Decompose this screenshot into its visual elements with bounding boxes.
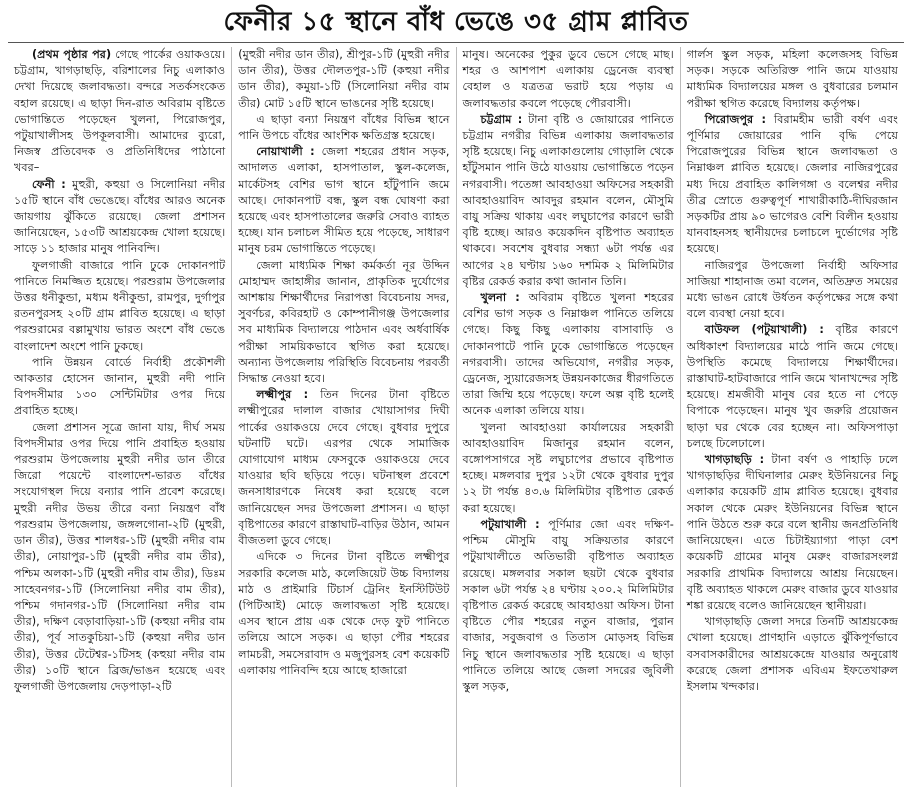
article-paragraph <box>463 290 674 420</box>
paragraph-text: তিন দিনের টানা বৃষ্টিতে লক্ষ্মীপুরের দালাল বাজার খোয়াসাগর দিঘী পার্কের ওয়াকওয়ে দেবে গেছে। বুধবার দুপুরে ঘটনাটি ঘটে। এরপর থেকে সামাজিক যোগাযোগ মাধ্যম ফেসবুকে ওয়াকওয়ে দেবে যাওয়ার ছবি ছড়িয়ে পড়ে। ঘটনাস্থল প্রবেশে জনসাধারণকে নিষেধ করা হয়েছে বলে জানিয়েছেন সদর উপজেলা প্রশাসন। এ ছাড়া বৃষ্টিপাতের কারণে রাস্তাঘাট-বাড়ির উঠান, আমন বীজতলা ডুবে গেছে। <box>238 388 450 548</box>
paragraph-text: (মুহুরী নদীর ডান তীর), শ্রীপুর-১টি (মুহুরী নদীর ডান তীর), উত্তর দৌলতপুর-১টি (কহুয়া নদীর ডান তীর), কমুয়া-১টি (সিলোনিয়া নদীর বাম তীর) মোট ১৫টি স্থানে ভাঙনের সৃষ্টি হয়েছে। <box>238 48 450 110</box>
paragraph-lead: খুলনা : <box>480 291 520 305</box>
article-columns <box>8 47 904 787</box>
paragraph-lead: ফেনী : <box>32 177 66 191</box>
article-paragraph <box>238 387 449 549</box>
article-paragraph <box>463 420 674 517</box>
paragraph-text: খাগড়াছড়ি জেলা সদরে তিনটি আশ্রয়কেন্দ্র খোলা হয়েছে। প্রাণহানি এড়াতে ঝুঁকিপূর্ণভাবে বসবাসকারীদের আশ্রয়কেন্দ্রে যাওয়ার অনুরোধ করেছে জেলা প্রশাসক এবিএম ইফতেখারুল ইসলাম খন্দকার। <box>686 615 898 693</box>
column-3 <box>457 47 681 787</box>
article-paragraph <box>14 420 225 695</box>
paragraph-lead: পটুয়াখালী : <box>480 517 540 531</box>
headline: ফেনীর ১৫ স্থানে বাঁধ ভেঙে ৩৫ গ্রাম প্লাবিত <box>223 7 689 37</box>
paragraph-text: পানি উন্নয়ন বোর্ডে নির্বাহী প্রকৌশলী আকতার হোসেন জানান, মুহুরী নদী পানি বিপদসীমার ১৩০ সেন্টিমিটার ওপর দিয়ে প্রবাহিত হচ্ছে। <box>14 355 226 418</box>
paragraph-text: মুহুরী, কহুয়া ও সিলোনিয়া নদীর ১৫টি স্থানে বাঁধ ভেঙেছে। বাঁধের আরও অনেক জায়গায় ঝুঁকিতে রয়েছে। জেলা প্রশাসন জানিয়েছেন, ১৫৩টি আশ্রয়কেন্দ্র খোলা হয়েছে। সাড়ে ১১ হাজার মানুষ পানিবন্দি। <box>14 177 226 256</box>
headline-rule <box>8 42 904 43</box>
article-paragraph <box>238 144 449 257</box>
article-paragraph <box>687 112 898 258</box>
article-paragraph <box>238 112 449 144</box>
paragraph-text: জেলা প্রশাসন সূত্রে জানা যায়, দীর্ঘ সময় বিপদসীমার ওপর দিয়ে পানি প্রবাহিত হওয়ায় পরশুরাম উপজেলায় মুহুরী নদীর ডান তীরে জিরো পয়েন্টে বাংলাদেশ-ভারত বাঁধের সংযোগস্থল দিয়ে বন্যার পানি প্রবেশ করেছে। মুহুরী নদীর উভয় তীরে বন্যা নিয়ন্ত্রণ বাঁধ পরশুরাম উপজেলায়, জঙ্গলগোনা-২টি (মুহুরী, ডান তীর), উত্তর শালধর-১টি (মুহুরী নদীর বাম তীর), নোয়াপুর-১টি (মুহুরী নদীর বাম তীর), পশ্চিম অলকা-১টি (মুহুরী নদীর বাম তীর), ডিঃম সাহেবনগর-১টি (সিলোনিয়া নদীর বাম তীর), পশ্চিম গদানগর-১টি (সিলোনিয়া নদীর বাম তীর), দক্ষিণ বেড়াবাড়িয়া-১টি (কহুয়া নদীর বাম তীর), পূর্ব সাতকুচিয়া-১টি (কহুয়া নদীর ডান তীর), উত্তর টেটেশ্বর-১টিসহ (কহুয়া নদীর বাম তীর) ১০টি স্থানে ব্রিজ/ভাঙন হয়েছে এবং ফুলগাজী উপজেলায় দেড়পাড়া-২টি <box>14 420 226 693</box>
paragraph-lead: বাউফল (পটুয়াখালী) : <box>704 323 824 337</box>
paragraph-lead: লক্ষ্মীপুর : <box>256 388 309 402</box>
paragraph-text: পূর্ণিমার জো এবং দক্ষিণ-পশ্চিম মৌসুমি বায়ু সক্রিয়তার কারণে পটুয়াখালীতে অতিভারী বৃষ্টিপাত অব্যাহত রয়েছে। মঙ্গলবার সকাল ছয়টা থেকে বুধবার সকাল ৬টা পর্যন্ত ২৪ ঘণ্টায় ২০০.২ মিলিমিটার বৃষ্টিপাত রেকর্ড করেছে আবহাওয়া অফিস। টানা বৃষ্টিতে পৌর শহরের নতুন বাজার, পুরান বাজার, সবুজবাগ ও তিতাস মোড়সহ বিভিন্ন নিচু স্থানে জলাবদ্ধতার সৃষ্টি হয়েছে। এ ছাড়া পানিতে তলিয়ে আছে জেলা সদরের জুবিলী স্কুল সড়ক, <box>462 517 674 693</box>
paragraph-text: বিরামহীম ভারী বর্ষণ এবং পূর্ণিমার জোয়ারের পানি বৃদ্ধি পেয়ে পিরোজপুরের বিভিন্ন স্থানে জলাবদ্ধতা ও নিম্নাঞ্চল প্লাবিত হয়েছে। জেলার নাজিরপুরের মধ্য দিয়ে প্রবাহিত কালিগঙ্গা ও বলেশ্বর নদীর তীব্র স্রোতে গুরুত্বপূর্ণ শাখারীকাঠি-দীঘিরজান সড়কটির প্রায় ৯০ ভাগেরও বেশি বিলীন হওয়ায় যানবাহনসহ স্থানীয়দের চলাচলে দুর্ভোগের সৃষ্টি হয়েছে। <box>686 112 898 256</box>
paragraph-lead: নোয়াখালী : <box>256 145 315 159</box>
article-paragraph <box>687 452 898 614</box>
paragraph-lead: খাগড়াছড়ি : <box>704 453 765 467</box>
article-paragraph <box>687 258 898 323</box>
paragraph-text: টানা বৃষ্টি ও জোয়ারের পানিতে চট্টগ্রাম নগরীর বিভিন্ন এলাকায় জলাবদ্ধতার সৃষ্টি হয়েছে। নিচু এলাকাগুলোয় গোড়ালি থেকে হাঁটুসমান পানি উঠে যাওয়ায় ভোগান্তিতে পড়েন নগরবাসী। পতেঙ্গা আবহাওয়া অফিসের সহকারী আবহাওয়াবিদ আবদুর রহমান বলেন, মৌসুমি বায়ু সক্রিয় থাকায় এবং লঘুচাপের কারণে ভারী বৃষ্টি হচ্ছে। আরও কয়েকদিন বৃষ্টিপাত অব্যাহত থাকবে। সবশেষ বুধবার সন্ধ্যা ৬টা পর্যন্ত এর আগের ২৪ ঘণ্টায় ১৬০ দশমিক ২ মিলিমিটার বৃষ্টির রেকর্ড করার কথা জানান তিনি। <box>462 112 674 288</box>
article-paragraph <box>238 47 449 112</box>
paragraph-lead: (প্রথম পৃষ্ঠার পর) <box>32 48 112 61</box>
article-paragraph <box>238 258 449 388</box>
article-paragraph <box>14 47 225 177</box>
article-paragraph <box>14 355 225 420</box>
paragraph-lead: পিরোজপুর : <box>704 112 767 126</box>
column-2 <box>232 47 456 787</box>
paragraph-text: গেছে পার্কের ওয়াকওয়ে। চট্টগ্রাম, খাগড়াছড়ি, বরিশালের নিচু এলাকাও দেখা দিয়েছে জলাবদ্ধতা। বন্দরে সতর্কসংকেত বহাল রয়েছে। এ ছাড়া দিন-রাত অবিরাম বৃষ্টিতে ভোগান্তিতে পড়েছেন খুলনা, পিরোজপুর, পটুয়াখালীসহ উপকূলবাসী। আমাদের ব্যুরো, নিজস্ব প্রতিবেদক ও প্রতিনিধিদের পাঠানো খবর– <box>14 48 226 175</box>
paragraph-text: ফুলগাজী বাজারে পানি ঢুকে দোকানপাট পানিতে নিমজ্জিত হয়েছে। পরশুরাম উপজেলার উত্তর ধনীকুন্ডা, মধ্যম ধনীকুন্ডা, রামপুর, দুর্গাপুর রতনপুরসহ ২০টি গ্রাম প্লাবিত হয়েছে। এ ছাড়া পরশুরামের বল্লামুখায় ভারত অংশে বাঁধ ভেঙে বাংলাদেশ অংশে পানি ঢুকছে। <box>14 258 226 353</box>
paragraph-text: এ ছাড়া বন্যা নিয়ন্ত্রণ বাঁধের বিভিন্ন স্থানে পানি উপচে বাঁধের আংশিক ক্ষতিগ্রস্ত হয়েছে। <box>238 112 450 143</box>
paragraph-text: গার্লস স্কুল সড়ক, মহিলা কলেজসহ বিভিন্ন সড়ক। সড়কে অতিরিক্ত পানি জমে যাওয়ায় মাধ্যমিক বিদ্যালয়ের মঙ্গল ও বুধবারের চলমান পরীক্ষা স্থগিত করেছে বিদ্যালয় কর্তৃপক্ষ। <box>686 48 898 110</box>
article-paragraph <box>14 177 225 258</box>
paragraph-text: জেলা মাধ্যমিক শিক্ষা কর্মকর্তা নূর উদ্দিন মোহাম্মদ জাহাঙ্গীর জানান, প্রাকৃতিক দুর্যোগের আশঙ্কায় শিক্ষার্থীদের নিরাপত্তা বিবেচনায় সদর, সুবর্ণচর, কবিরহাট ও কোম্পানীগঞ্জ উপজেলার সব মাধ্যমিক বিদ্যালয়ে পাঠদান এবং অর্ধবার্ষিক পরীক্ষা সাময়িকভাবে স্থগিত করা হয়েছে। অন্যান্য উপজেলায় পরিস্থিতি বিবেচনায় পরবর্তী সিদ্ধান্ত নেওয়া হবে। <box>238 258 450 386</box>
column-1 <box>8 47 232 787</box>
article-paragraph <box>463 517 674 695</box>
paragraph-text: এদিকে ৩ দিনের টানা বৃষ্টিতে লক্ষ্মীপুর সরকারি কলেজ মাঠ, কলেজিয়েট উচ্চ বিদ্যালয় মাঠ ও প্রাইমারি টিচার্স ট্রেনিং ইনস্টিটিউট (পিটিআই) মোড়ে জলাবদ্ধতা সৃষ্টি হয়েছে। এসব স্থানে প্রায় এক থেকে দেড় ফুট পানিতে তলিয়ে আসে সড়ক। এ ছাড়া পৌর শহরের লামচরী, সমসেরাবাদ ও মজুপুরসহ বেশ কয়েকটি এলাকায় পানিবন্দি হয়ে আছে হাজারো <box>238 550 450 677</box>
paragraph-text: অবিরাম বৃষ্টিতে খুলনা শহরের বেশির ভাগ সড়ক ও নিম্নাঞ্চল পানিতে তলিয়ে গেছে। কিছু কিছু এলাকায় বাসাবাড়ি ও দোকানপাটে পানি ঢুকে ভোগান্তিতে পড়েছেন নগরবাসী। তাদের অভিযোগ, নগরীর সড়ক, ড্রেনেজ, স্যুয়ারেজসহ উন্নয়নকাজের ধীরগতিতে তারা জিম্মি হয়ে পড়েছে। ফলে অল্প বৃষ্টি হলেই অনেক এলাকা তলিয়ে যায়। <box>462 291 674 418</box>
column-4 <box>681 47 904 787</box>
paragraph-text: টানা বর্ষণ ও পাহাড়ি ঢলে খাগড়াছড়ির দীঘিনালার মেরুং ইউনিয়নের নিচু এলাকার কয়েকটি গ্রাম প্লাবিত হয়েছে। বুধবার সকাল থেকে মেরুং ইউনিয়নের বিভিন্ন স্থানে পানি উঠতে শুরু করে বলে স্থানীয় জনপ্রতিনিধি জানিয়েছেন। এতে চিটাইয়্যাগ্যা পাড়া বেশ কয়েকটি গ্রামের মানুষ মেরুং বাজারসংলগ্ন সরকারি প্রাথমিক বিদ্যালয়ে আশ্রয় নিয়েছেন। বৃষ্টি অব্যাহত থাকলে মেরুং বাজার ডুবে যাওয়ার শঙ্কা রয়েছে বলেও জানিয়েছেন স্থানীয়রা। <box>686 453 898 612</box>
paragraph-lead: চট্টগ্রাম : <box>480 112 523 126</box>
paragraph-text: খুলনা আবহাওয়া কার্যালয়ের সহকারী আবহাওয়াবিদ মিজানুর রহমান বলেন, বঙ্গোপসাগরে সৃষ্ট লঘুচাপের প্রভাবে বৃষ্টিপাত হচ্ছে। মঙ্গলবার দুপুর ১২টা থেকে বুধবার দুপুর ১২ টা পর্যন্ত ৪৩.৬ মিলিমিটার বৃষ্টিপাত রেকর্ড করা হয়েছে। <box>462 420 674 515</box>
paragraph-text: বৃষ্টির কারণে অধিকাংশ বিদ্যালয়ের মাঠে পানি জমে গেছে। উপস্থিতি কমেছে বিদ্যালয়ে শিক্ষার্থীদের। রাস্তাঘাট-হাটবাজারে পানি জমে খানাখন্দের সৃষ্টি হয়েছে। শ্রমজীবী মানুষ বের হতে না পেড়ে বিপাকে পড়েছেন। মানুষ খুব জরুরি প্রয়োজন ছাড়া ঘর থেকে বের হচ্ছেন না। অফিসপাড়া চলছে ঢিলেঢালে। <box>686 323 899 450</box>
article-paragraph <box>463 112 674 290</box>
paragraph-text: নাজিরপুর উপজেলা নির্বাহী অফিসার সাজিয়া শাহানাজ তমা বলেন, অতিদ্রুত সময়ের মধ্যে ভাঙন রোধে উর্ধতন কর্তৃপক্ষের সঙ্গে কথা বলে ব্যবস্থা নেয়া হবে। <box>686 258 898 321</box>
article-paragraph <box>687 614 898 695</box>
paragraph-text: মানুষ। অনেকের পুকুর ডুবে ভেসে গেছে মাছ। শহর ও আশপাশ এলাকায় ড্রেনেজ ব্যবস্থা বেহাল ও যত্রতত্র ভরাট হয়ে পড়ায় এ জলাবদ্ধতার কবলে পড়েছে পৌরবাসী। <box>462 48 674 110</box>
article-paragraph <box>238 549 449 679</box>
paragraph-text: জেলা শহরের প্রধান সড়ক, আদালত এলাকা, হাসপাতাল, স্কুল-কলেজ, মার্কেটসহ বেশির ভাগ স্থানে হাঁটুপানি জমে আছে। দোকানপাট বন্ধ, স্কুল বন্ধ ঘোষণা করা হয়েছে এবং হাসপাতালের জরুরি সেবাও ব্যাহত হচ্ছে। যান চলাচল সীমিত হয়ে পড়েছে, সাধারণ মানুষ চরম ভোগান্তিতে পড়েছে। <box>238 145 450 256</box>
article-paragraph <box>463 47 674 112</box>
article-paragraph <box>14 258 225 355</box>
article-paragraph <box>687 322 898 452</box>
article-paragraph <box>687 47 898 112</box>
